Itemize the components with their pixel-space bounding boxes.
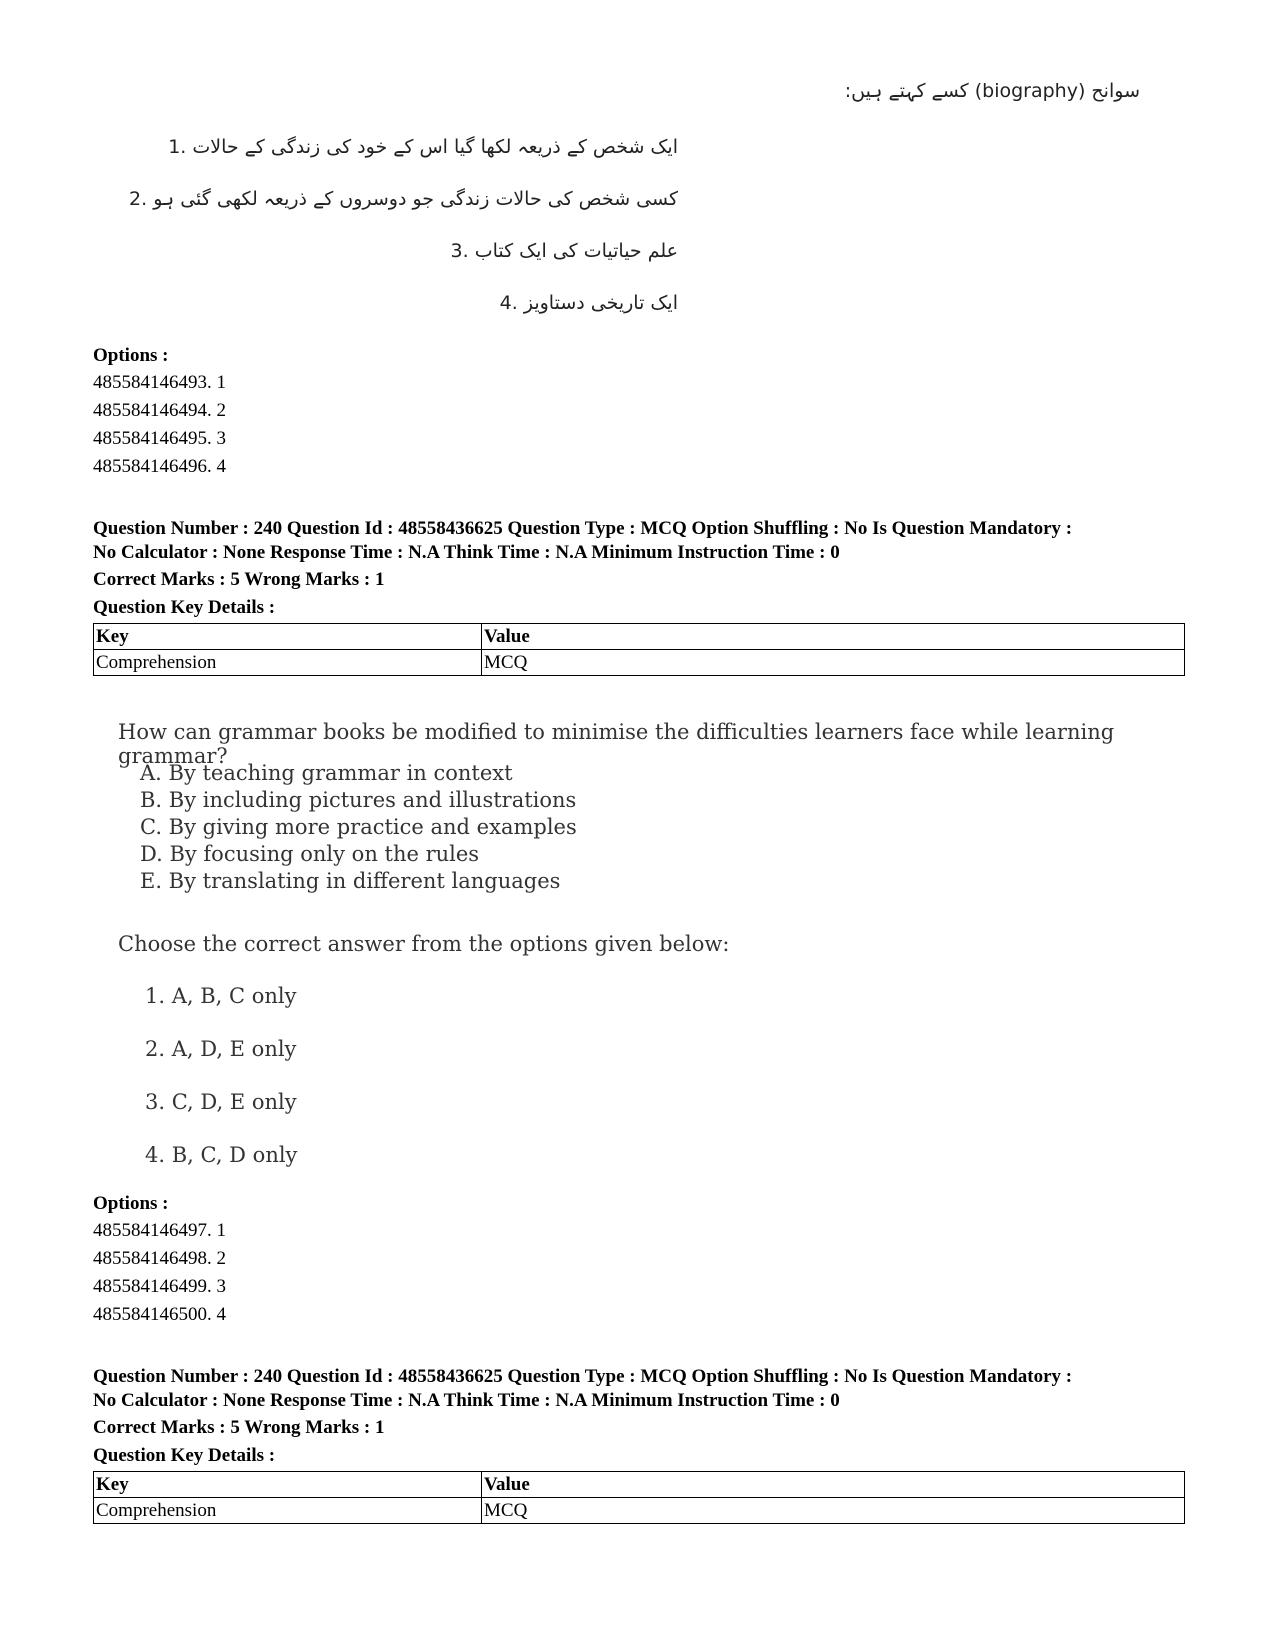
question-meta-line-1: Question Number : 240 Question Id : 48558436625 Question Type : MCQ Option Shuffling : No Is Question Mandatory : <box>93 1366 1073 1387</box>
urdu-choice-2 <box>118 188 678 210</box>
key-details-label: Question Key Details : <box>93 597 276 618</box>
table-cell-value: MCQ <box>482 650 1185 676</box>
statement-item: B. By including pictures and illustrations <box>140 788 577 812</box>
options-label: Options : <box>93 345 169 366</box>
table-header-row <box>94 624 1185 650</box>
option-item: 485584146497. 1 <box>93 1220 226 1241</box>
options-label: Options : <box>93 1193 169 1214</box>
table-cell-value: MCQ <box>482 1498 1185 1524</box>
table-header-value: Value <box>482 1472 1185 1498</box>
option-item: 485584146493. 1 <box>93 372 226 393</box>
urdu-choice-number: 3. <box>450 240 469 262</box>
option-item: 485584146500. 4 <box>93 1304 226 1325</box>
urdu-choice-text: ایک شخص کے ذریعہ لکھا گیا اس کے خود کی زندگی کے حالات <box>192 136 678 158</box>
question-key-table <box>93 1471 1185 1524</box>
marks-line: Correct Marks : 5 Wrong Marks : 1 <box>93 569 385 590</box>
urdu-choice-number: 1. <box>168 136 187 158</box>
answer-choice: 3. C, D, E only <box>145 1090 297 1114</box>
statement-item: C. By giving more practice and examples <box>140 815 577 839</box>
table-row <box>94 650 1185 676</box>
table-header-key: Key <box>94 624 482 650</box>
marks-line: Correct Marks : 5 Wrong Marks : 1 <box>93 1417 385 1438</box>
question-meta-line-2: No Calculator : None Response Time : N.A Think Time : N.A Minimum Instruction Time : 0 <box>93 1390 840 1411</box>
choose-instruction: Choose the correct answer from the options given below: <box>118 932 730 956</box>
answer-choice: 2. A, D, E only <box>145 1037 297 1061</box>
urdu-choice-1 <box>118 136 678 158</box>
table-header-value: Value <box>482 624 1185 650</box>
question-key-table <box>93 623 1185 676</box>
option-item: 485584146496. 4 <box>93 456 226 477</box>
urdu-question-text: سوانح (biography) کسے کہتے ہیں: <box>844 80 1140 102</box>
key-details-label: Question Key Details : <box>93 1445 276 1466</box>
table-header-key: Key <box>94 1472 482 1498</box>
answer-choice: 4. B, C, D only <box>145 1143 298 1167</box>
table-header-row <box>94 1472 1185 1498</box>
english-question-text: How can grammar books be modified to minimise the difficulties learners face while learning grammar? <box>118 720 1115 768</box>
table-cell-key: Comprehension <box>94 650 482 676</box>
option-item: 485584146494. 2 <box>93 400 226 421</box>
statement-item: E. By translating in different languages <box>140 869 561 893</box>
option-item: 485584146495. 3 <box>93 428 226 449</box>
urdu-choice-3 <box>118 240 678 262</box>
question-meta-line-2: No Calculator : None Response Time : N.A Think Time : N.A Minimum Instruction Time : 0 <box>93 542 840 563</box>
urdu-choice-text: ایک تاریخی دستاویز <box>523 292 678 314</box>
urdu-choice-number: 2. <box>129 188 148 210</box>
urdu-choice-text: کسی شخص کی حالات زندگی جو دوسروں کے ذریعہ لکھی گئی ہو <box>153 188 678 210</box>
option-item: 485584146498. 2 <box>93 1248 226 1269</box>
urdu-choice-text: علم حیاتیات کی ایک کتاب <box>474 240 678 262</box>
urdu-choice-number: 4. <box>499 292 518 314</box>
answer-choice: 1. A, B, C only <box>145 984 297 1008</box>
question-meta-line-1: Question Number : 240 Question Id : 48558436625 Question Type : MCQ Option Shuffling : No Is Question Mandatory : <box>93 518 1073 539</box>
statement-item: D. By focusing only on the rules <box>140 842 480 866</box>
table-cell-key: Comprehension <box>94 1498 482 1524</box>
option-item: 485584146499. 3 <box>93 1276 226 1297</box>
urdu-choice-4 <box>118 292 678 314</box>
statement-item: A. By teaching grammar in context <box>140 761 513 785</box>
table-row <box>94 1498 1185 1524</box>
